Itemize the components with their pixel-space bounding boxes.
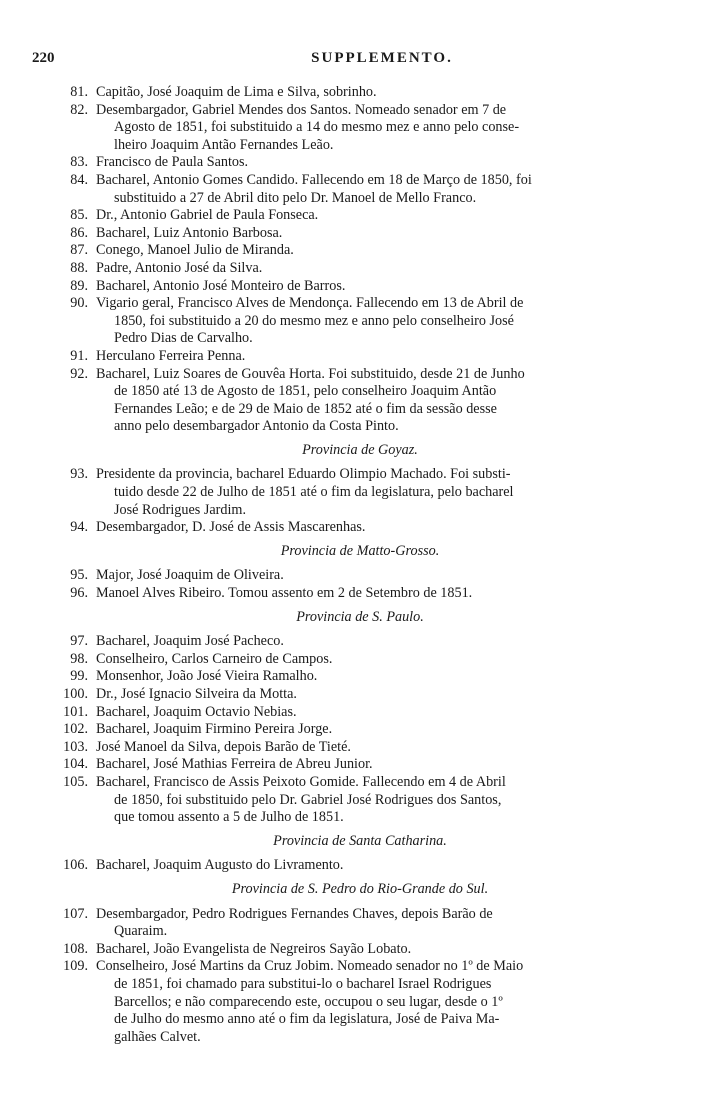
entry-text [96,686,640,704]
entry-text [96,567,640,585]
province-heading: Provincia de Matto-Grosso. [280,542,440,559]
deputy-entry [40,721,640,739]
entry-line: 1850, foi substituido a 20 do mesmo mez e anno pelo conselheiro José [114,312,514,329]
entry-line: Presidente da provincia, bacharel Eduardo Olimpio Machado. Foi substi- [96,466,511,483]
deputy-entry [40,260,640,278]
entry-number: 104. [63,756,88,773]
entry-line: Conselheiro, Carlos Carneiro de Campos. [96,650,333,667]
entry-number: 82. [70,101,88,118]
entry-text [96,278,640,296]
entry-number: 97. [70,633,88,650]
entry-number: 105. [63,773,88,790]
entry-number: 83. [70,154,88,171]
entry-text [96,857,640,875]
entry-line: tuido desde 22 de Julho de 1851 até o fim da legislatura, pelo bacharel [114,484,514,501]
deputy-entry [40,154,640,172]
entry-text [96,242,640,260]
entry-text [96,519,640,537]
entry-number: 103. [63,738,88,755]
province-heading: Provincia de S. Pedro do Rio-Grande do Sul. [231,880,489,897]
entry-text [96,958,640,1046]
entry-line: anno pelo desembargador Antonio da Costa Pinto. [114,418,399,435]
entry-line: lheiro Joaquim Antão Fernandes Leão. [114,136,334,153]
entry-text [96,260,640,278]
deputy-entry [40,102,640,155]
entry-number: 95. [70,567,88,584]
entry-line: Dr., Antonio Gabriel de Paula Fonseca. [96,207,319,224]
entry-number: 88. [70,259,88,276]
deputy-entry [40,295,640,348]
entry-line: Bacharel, Joaquim Firmino Pereira Jorge. [96,721,333,738]
entry-line: de 1850, foi substituido pelo Dr. Gabriel José Rodrigues dos Santos, [114,791,502,808]
province-heading: Provincia de S. Paulo. [296,608,424,625]
entry-line: Bacharel, Luiz Soares de Gouvêa Horta. Foi substituido, desde 21 de Junho [96,365,525,382]
entry-number: 91. [70,347,88,364]
entry-line: Capitão, José Joaquim de Lima e Silva, sobrinho. [96,84,377,100]
entry-text [96,102,640,155]
entry-line: Bacharel, Joaquim Augusto do Livramento. [96,857,344,874]
entry-line: José Manoel da Silva, depois Barão de Tieté. [96,738,351,755]
entry-number: 84. [70,171,88,188]
entry-number: 85. [70,207,88,224]
deputy-entry [40,633,640,651]
entry-line: Manoel Alves Ribeiro. Tomou assento em 2 de Setembro de 1851. [96,585,473,602]
entry-line: de Julho do mesmo anno até o fim da legislatura, José de Paiva Ma- [114,1011,500,1028]
entry-line: Bacharel, Joaquim Octavio Nebias. [96,703,297,720]
entry-line: Conselheiro, José Martins da Cruz Jobim. Nomeado senador no 1º de Maio [96,958,524,975]
entry-line: de 1851, foi chamado para substitui-lo o bacharel Israel Rodrigues [114,975,492,992]
entry-line: Conego, Manoel Julio de Miranda. [96,242,294,259]
deputy-entry [40,466,640,519]
entry-line: Desembargador, Gabriel Mendes dos Santos. Nomeado senador em 7 de [96,101,507,118]
entry-number: 108. [63,940,88,957]
entry-text [96,225,640,243]
entry-text [96,704,640,722]
entry-line: Pedro Dias de Carvalho. [114,330,253,347]
entry-number: 86. [70,224,88,241]
page-number: 220 [32,50,55,66]
entry-line: Bacharel, Antonio Gomes Candido. Fallecendo em 18 de Março de 1850, foi [96,171,532,188]
entry-text [96,668,640,686]
entry-line: Monsenhor, João José Vieira Ramalho. [96,668,318,685]
deputy-entry [40,941,640,959]
document-body [40,84,640,1046]
entry-text [96,633,640,651]
deputy-entry [40,756,640,774]
deputy-entry [40,906,640,941]
deputy-entry [40,519,640,537]
deputy-entry [40,172,640,207]
deputy-entry [40,668,640,686]
entry-number: 109. [63,958,88,975]
entry-text [96,466,640,519]
deputy-entry [40,348,640,366]
entry-text [96,585,640,603]
entry-number: 99. [70,668,88,685]
deputy-entry [40,651,640,669]
entry-number: 107. [63,905,88,922]
deputy-entry [40,207,640,225]
deputy-entry [40,242,640,260]
entry-text [96,348,640,366]
entry-line: que tomou assento a 5 de Julho de 1851. [114,809,344,826]
entry-line: galhães Calvet. [114,1028,201,1045]
entry-line: Bacharel, Joaquim José Pacheco. [96,633,284,650]
entry-number: 98. [70,650,88,667]
page-header [32,50,652,72]
entry-text [96,84,640,102]
deputy-entry [40,84,640,102]
deputy-entry [40,774,640,827]
deputy-entry [40,585,640,603]
deputy-entry [40,739,640,757]
entry-line: Major, José Joaquim de Oliveira. [96,567,284,584]
entry-line: Dr., José Ignacio Silveira da Motta. [96,686,297,702]
province-heading: Provincia de Santa Catharina. [273,832,447,849]
deputy-entry [40,567,640,585]
entry-number: 102. [63,721,88,738]
entry-line: Vigario geral, Francisco Alves de Mendonça. Fallecendo em 13 de Abril de [96,295,524,312]
entry-number: 87. [70,242,88,259]
entry-line: Desembargador, D. José de Assis Mascarenhas. [96,519,366,536]
entry-line: Agosto de 1851, foi substituido a 14 do mesmo mez e anno pelo conse- [114,119,520,136]
entry-text [96,172,640,207]
entry-line: Herculano Ferreira Penna. [96,347,246,364]
running-title: SUPPLEMENTO. [311,50,453,66]
entry-line: José Rodrigues Jardim. [114,501,247,518]
entry-text [96,906,640,941]
entry-line: Fernandes Leão; e de 29 de Maio de 1852 até o fim da sessão desse [114,400,497,417]
entry-text [96,941,640,959]
entry-number: 89. [70,277,88,294]
entry-line: de 1850 até 13 de Agosto de 1851, pelo conselheiro Joaquim Antão [114,383,497,400]
entry-line: Barcellos; e não comparecendo este, occupou o seu lugar, desde o 1º [114,993,503,1010]
deputy-entry [40,366,640,436]
deputy-entry [40,225,640,243]
entry-text [96,295,640,348]
entry-number: 93. [70,466,88,483]
entry-line: Bacharel, Luiz Antonio Barbosa. [96,224,283,241]
entry-number: 100. [63,686,88,702]
entry-text [96,721,640,739]
entry-line: Bacharel, Francisco de Assis Peixoto Gomide. Fallecendo em 4 de Abril [96,773,506,790]
deputy-entry [40,278,640,296]
entry-number: 106. [63,857,88,874]
entry-line: Padre, Antonio José da Silva. [96,259,263,276]
entry-line: substituido a 27 de Abril dito pelo Dr. Manoel de Mello Franco. [114,189,477,206]
province-heading: Provincia de Goyaz. [302,441,418,458]
deputy-entry [40,704,640,722]
entry-text [96,651,640,669]
entry-text [96,774,640,827]
entry-text [96,756,640,774]
entry-number: 94. [70,519,88,536]
entry-number: 101. [63,703,88,720]
deputy-entry [40,686,640,704]
entry-line: Bacharel, João Evangelista de Negreiros Sayão Lobato. [96,940,412,957]
entry-text [96,366,640,436]
entry-number: 96. [70,585,88,602]
entry-line: Quaraim. [114,923,168,940]
entry-number: 90. [70,295,88,312]
entry-line: Francisco de Paula Santos. [96,154,249,171]
deputy-entry [40,857,640,875]
entry-line: Bacharel, Antonio José Monteiro de Barros. [96,277,346,294]
entry-text [96,207,640,225]
entry-number: 81. [70,84,88,100]
entry-text [96,739,640,757]
entry-number: 92. [70,365,88,382]
entry-line: Desembargador, Pedro Rodrigues Fernandes Chaves, depois Barão de [96,905,493,922]
entry-text [96,154,640,172]
entry-line: Bacharel, José Mathias Ferreira de Abreu Junior. [96,756,373,773]
deputy-entry [40,958,640,1046]
